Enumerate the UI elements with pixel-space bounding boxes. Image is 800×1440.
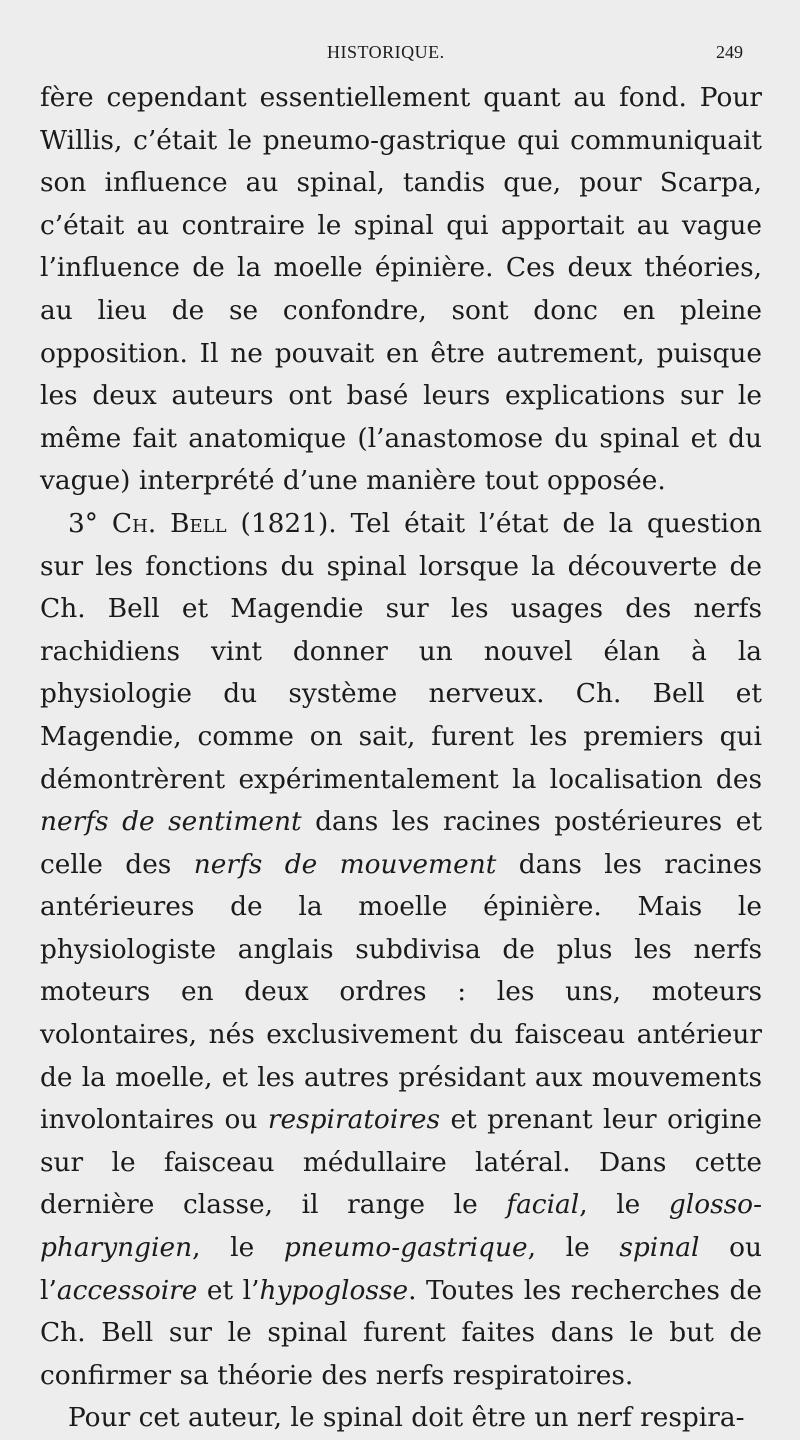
italic-term: glosso-pharyngien — [40, 1189, 762, 1264]
paragraph-2-text: Tel était l’état de la question sur les fonctions du spinal lorsque la découverte de Ch. Bell et Magendie sur les usages des nerfs rachidiens vint donner un nouvel élan à la physiologie du système nerveux. Ch. Bell et Magendie, comme on sait, furent les premiers qui démontrèrent expérimentalement la localisation des — [40, 507, 762, 795]
running-head: HISTORIQUE. — [327, 42, 445, 62]
paragraph-2-text: . Toutes les recherches de Ch. Bell sur le spinal furent faites dans le but de confirmer sa théorie des nerfs respiratoires. — [40, 1274, 762, 1391]
italic-term: hypoglosse — [259, 1274, 409, 1306]
italic-term: pneumo-gastrique — [283, 1232, 528, 1264]
body-text — [40, 77, 762, 1440]
section-heading: 3° Ch. Bell (1821). — [68, 507, 337, 539]
paragraph-1: fère cependant essentiellement quant au fond. Pour Willis, c’était le pneumo-gastrique qui communiquait son influence au spinal, tandis que, pour Scarpa, c’était au contraire le spinal qui apportait au vague l’influence de la moelle épinière. Ces deux théories, au lieu de se confondre, sont donc en pleine opposition. Il ne pouvait en être autrement, puisque les deux auteurs ont basé leurs explications sur le même fait anatomique (l’anastomose du spinal et du vague) interprété d’une manière tout opposée. — [40, 82, 762, 497]
paragraph-2-text: , le — [527, 1232, 620, 1264]
page-number: 249 — [716, 42, 743, 62]
paragraph-2-text: dans les racines postérieures et celle des — [40, 806, 762, 880]
paragraph-2-text: ou l’ — [40, 1232, 762, 1306]
italic-term: spinal — [619, 1232, 700, 1264]
paragraph-2-text: , le — [192, 1232, 284, 1264]
paragraph-2-text: dans les racines antérieures de la moelle épinière. Mais le physiologiste anglais subdivisa de plus les nerfs moteurs en deux ordres : les uns, moteurs volontaires, nés exclusivement du faisceau antérieur de la moelle, et les autres présidant aux mouvements involontaires ou — [40, 848, 763, 1136]
paragraph-2 — [40, 503, 762, 1397]
paragraph-2-text: , le — [579, 1189, 669, 1221]
italic-term: respiratoires — [267, 1104, 441, 1136]
paragraph-2-text: et l’ — [197, 1274, 260, 1306]
page-header — [0, 38, 800, 68]
paragraph-3: Pour cet auteur, le spinal doit être un nerf respira- — [68, 1402, 745, 1434]
italic-term: accessoire — [56, 1274, 198, 1306]
paragraph-2-text: et prenant leur origine sur le faisceau médullaire latéral. Dans cette dernière classe, il range le — [40, 1104, 762, 1221]
italic-term: nerfs de sentiment — [40, 806, 302, 838]
italic-term: nerfs de mouvement — [193, 848, 497, 880]
italic-term: facial — [506, 1189, 580, 1221]
